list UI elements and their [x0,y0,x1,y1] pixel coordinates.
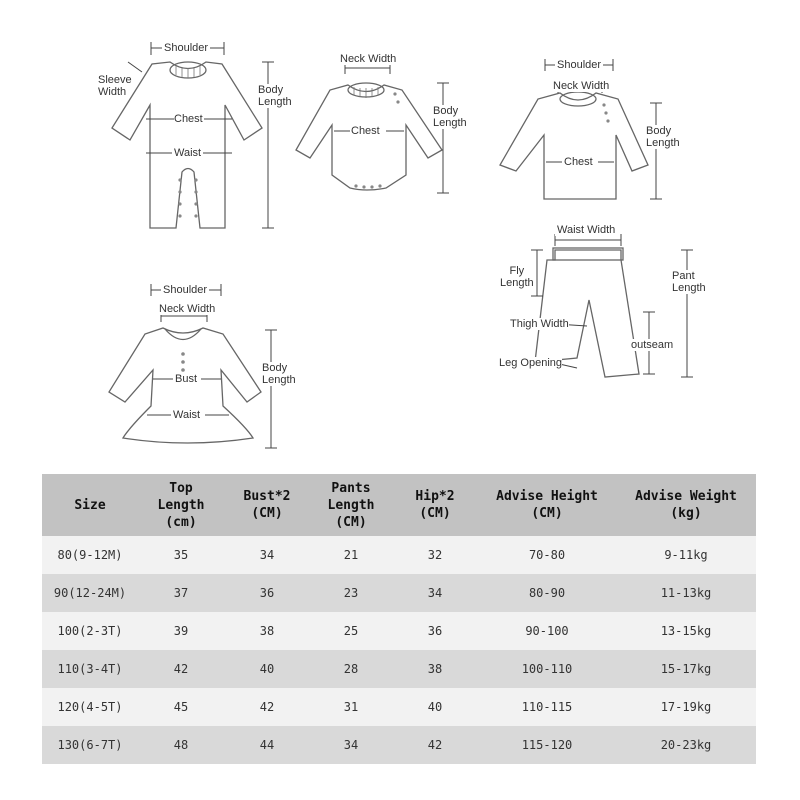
cell-size: 110(3-4T) [42,650,138,688]
cell-advise-height: 80-90 [478,574,616,612]
cell-pants-length: 31 [310,688,392,726]
cell-advise-weight: 9-11kg [616,536,756,574]
bodysuit-chest-label: Chest [351,125,380,137]
top-diagram [490,55,690,205]
cell-advise-height: 110-115 [478,688,616,726]
romper-sleeve-width-label: Sleeve Width [98,74,132,98]
dress-shoulder-label: Shoulder [163,284,208,296]
romper-chest-label: Chest [174,113,203,125]
cell-advise-weight: 17-19kg [616,688,756,726]
table-header-row [42,474,756,536]
cell-hip: 36 [392,612,478,650]
header-top-length: Top Length (cm) [138,474,224,536]
header-pants-length: Pants Length (CM) [310,474,392,536]
cell-top-length: 45 [138,688,224,726]
cell-hip: 42 [392,726,478,764]
cell-size: 80(9-12M) [42,536,138,574]
cell-advise-weight: 20-23kg [616,726,756,764]
romper-diagram [0,0,290,240]
top-neck-width-label: Neck Width [553,80,610,92]
dress-body-length-label: Body Length [262,362,296,386]
cell-size: 120(4-5T) [42,688,138,726]
table-row [42,536,756,574]
size-chart-table [42,474,756,764]
top-shoulder-label: Shoulder [557,59,602,71]
pants-pant-length-label: Pant Length [672,270,706,294]
cell-top-length: 37 [138,574,224,612]
dress-waist-label: Waist [173,409,201,421]
cell-advise-weight: 13-15kg [616,612,756,650]
romper-waist-label: Waist [174,147,202,159]
cell-advise-height: 70-80 [478,536,616,574]
pants-diagram [495,222,715,387]
table-row [42,688,756,726]
cell-hip: 40 [392,688,478,726]
top-body-length-label: Body Length [646,125,680,149]
cell-bust: 40 [224,650,310,688]
cell-bust: 44 [224,726,310,764]
cell-advise-height: 90-100 [478,612,616,650]
header-bust: Bust*2 (CM) [224,474,310,536]
cell-advise-height: 115-120 [478,726,616,764]
cell-pants-length: 28 [310,650,392,688]
table-row [42,650,756,688]
header-size: Size [42,474,138,536]
dress-bust-label: Bust [175,373,198,385]
bodysuit-diagram [290,50,480,200]
header-hip: Hip*2 (CM) [392,474,478,536]
cell-size: 100(2-3T) [42,612,138,650]
cell-advise-height: 100-110 [478,650,616,688]
cell-top-length: 48 [138,726,224,764]
bodysuit-neck-width-label: Neck Width [340,53,397,65]
pants-fly-length-label: Fly Length [500,265,534,289]
table-row [42,574,756,612]
romper-illustration [0,0,290,240]
dress-neck-width-label: Neck Width [159,303,216,315]
cell-hip: 38 [392,650,478,688]
pants-leg-opening-label: Leg Opening [499,357,562,369]
cell-size: 90(12-24M) [42,574,138,612]
pants-outseam-label: outseam [631,339,674,351]
cell-pants-length: 21 [310,536,392,574]
cell-advise-weight: 11-13kg [616,574,756,612]
cell-size: 130(6-7T) [42,726,138,764]
pants-thigh-width-label: Thigh Width [510,318,569,330]
table-row [42,612,756,650]
cell-bust: 38 [224,612,310,650]
pants-waist-width-label: Waist Width [557,224,616,236]
top-chest-label: Chest [564,156,593,168]
romper-body-length-label: Body Length [258,84,292,108]
cell-bust: 34 [224,536,310,574]
cell-top-length: 39 [138,612,224,650]
cell-bust: 42 [224,688,310,726]
table-row [42,726,756,764]
cell-pants-length: 23 [310,574,392,612]
cell-advise-weight: 15-17kg [616,650,756,688]
dress-diagram [95,280,315,455]
cell-top-length: 42 [138,650,224,688]
header-advise-height: Advise Height (CM) [478,474,616,536]
header-advise-weight: Advise Weight (kg) [616,474,756,536]
cell-top-length: 35 [138,536,224,574]
cell-pants-length: 25 [310,612,392,650]
cell-pants-length: 34 [310,726,392,764]
romper-shoulder-label: Shoulder [164,42,209,54]
cell-hip: 32 [392,536,478,574]
cell-bust: 36 [224,574,310,612]
bodysuit-body-length-label: Body Length [433,105,467,129]
cell-hip: 34 [392,574,478,612]
